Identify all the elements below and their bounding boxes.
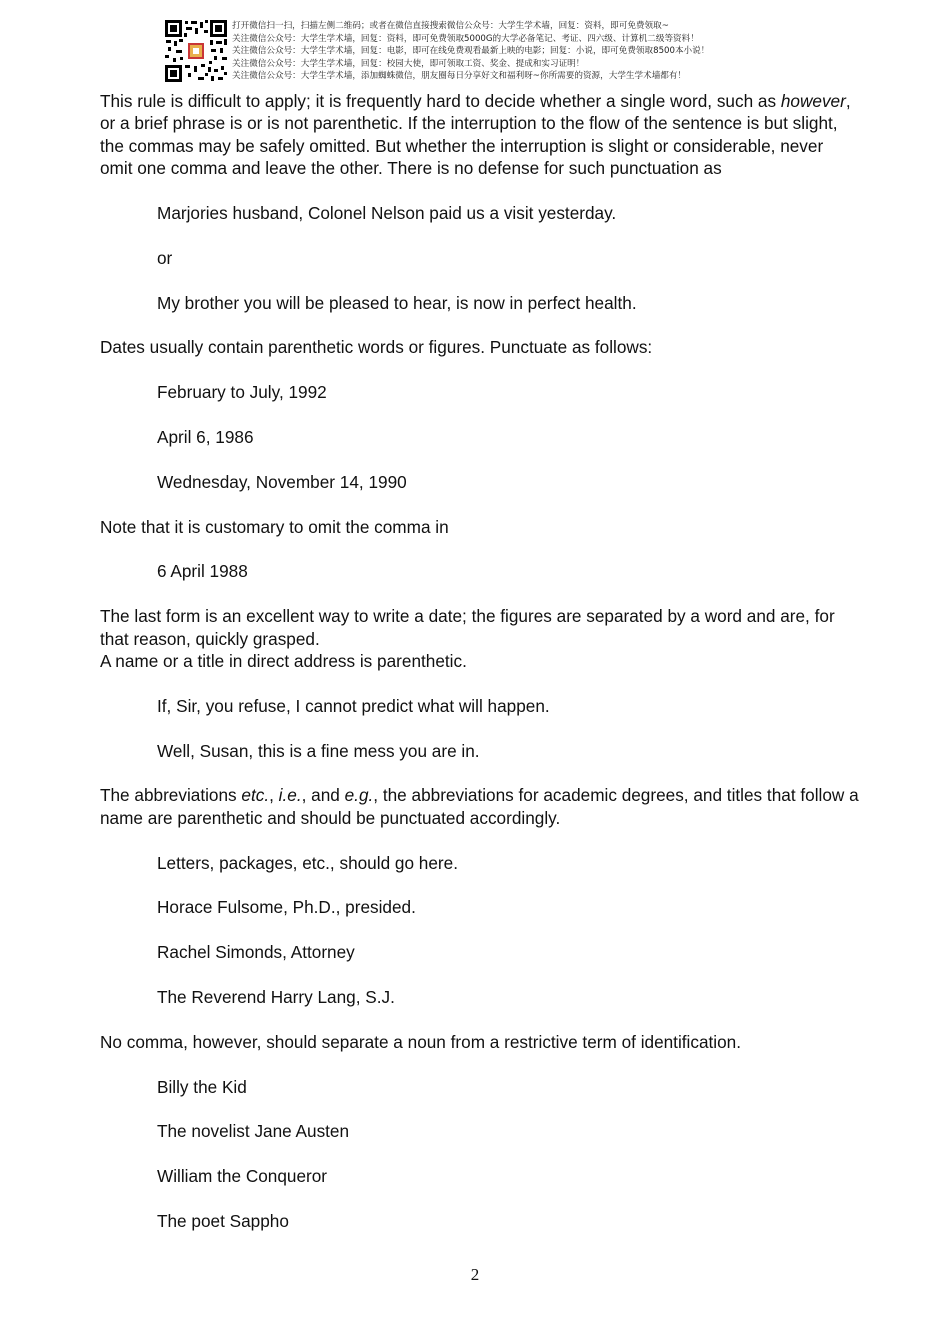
dates-paragraph: Dates usually contain parenthetic words or figures. Punctuate as follows: bbox=[100, 337, 653, 358]
direct-address-paragraph: A name or a title in direct address is parenthetic. bbox=[100, 651, 467, 671]
restrictive-example: William the Conqueror bbox=[157, 1166, 328, 1187]
abbreviations-paragraph bbox=[100, 784, 860, 829]
wechat-promo-banner bbox=[164, 19, 764, 85]
date-example: February to July, 1992 bbox=[157, 382, 327, 403]
restrictive-example: The novelist Jane Austen bbox=[157, 1121, 350, 1142]
abbrev-example: Horace Fulsome, Ph.D., presided. bbox=[157, 897, 416, 918]
date-example: 6 April 1988 bbox=[157, 561, 248, 582]
intro-text-rest: , or a brief phrase is or is not parenthetic. If the interruption to the flow of the sentence is but slight, the commas may be safely omitted. But whether the interruption is slight or considerable, never omit one comma and leave the other. There is no defense for such punctuation as bbox=[100, 91, 851, 179]
abbrev-text-rest: , the abbreviations for academic degrees, and titles that follow a name are parenthetic and should be punctuated accordingly. bbox=[100, 785, 859, 828]
banner-line: 关注微信公众号：大学生学术墙，回复：资料，即可免费领取5000G的大学必备笔记、考证、四六级、计算机二级等资料！ bbox=[232, 33, 699, 44]
intro-italic-word: however bbox=[780, 91, 846, 111]
abbrev-ie: i.e. bbox=[278, 785, 302, 806]
abbrev-example: Letters, packages, etc., should go here. bbox=[157, 852, 458, 873]
date-example: Wednesday, November 14, 1990 bbox=[157, 471, 407, 492]
banner-text bbox=[232, 20, 772, 83]
banner-line: 关注微信公众号：大学生学术墙，回复：校园大使，即可领取工资、奖金、提成和实习证明！ bbox=[232, 58, 585, 69]
banner-line: 关注微信公众号：大学生学术墙，回复：电影，即可在线免费观看最新上映的电影；回复：小说，即可免费领取8500本小说！ bbox=[232, 46, 710, 57]
address-example: Well, Susan, this is a fine mess you are in. bbox=[157, 740, 480, 761]
abbrev-example: Rachel Simonds, Attorney bbox=[157, 942, 355, 963]
intro-paragraph bbox=[100, 90, 860, 180]
banner-line: 关注微信公众号：大学生学术墙，添加蜘蛛微信，朋友圈每日分享好文和福利呀~你所需要的资源，大学生学术墙都有！ bbox=[232, 71, 687, 82]
abbrev-eg: e.g. bbox=[344, 785, 374, 806]
banner-line: 打开微信扫一扫，扫描左侧二维码；或者在微信直接搜索微信公众号：大学生学术墙，回复：资料，即可免费领取~ bbox=[232, 21, 669, 31]
abbrev-sep: , and bbox=[301, 785, 345, 806]
page-number: 2 bbox=[470, 1265, 480, 1284]
document-body bbox=[100, 90, 860, 1232]
example-sentence: My brother you will be pleased to hear, is now in perfect health. bbox=[157, 292, 637, 313]
abbrev-sep: , bbox=[269, 785, 279, 806]
example-sentence: Marjories husband, Colonel Nelson paid us a visit yesterday. bbox=[157, 203, 617, 224]
abbrev-text: The abbreviations bbox=[100, 785, 242, 806]
note-paragraph: Note that it is customary to omit the comma in bbox=[100, 516, 449, 537]
abbrev-etc: etc. bbox=[241, 785, 270, 806]
connector-word: or bbox=[157, 247, 173, 268]
restrictive-example: Billy the Kid bbox=[157, 1076, 247, 1097]
restrictive-paragraph: No comma, however, should separate a noun from a restrictive term of identification. bbox=[100, 1031, 742, 1052]
qr-code-icon[interactable] bbox=[164, 19, 228, 83]
intro-text: This rule is difficult to apply; it is frequently hard to decide whether a single word, such as bbox=[100, 91, 781, 111]
last-form-paragraph: The last form is an excellent way to write a date; the figures are separated by a word and are, for that reason, quickly grasped. bbox=[100, 606, 835, 649]
date-example: April 6, 1986 bbox=[157, 427, 254, 447]
address-example: If, Sir, you refuse, I cannot predict what will happen. bbox=[157, 695, 550, 716]
abbrev-example: The Reverend Harry Lang, S.J. bbox=[157, 986, 395, 1007]
restrictive-example: The poet Sappho bbox=[157, 1210, 289, 1231]
